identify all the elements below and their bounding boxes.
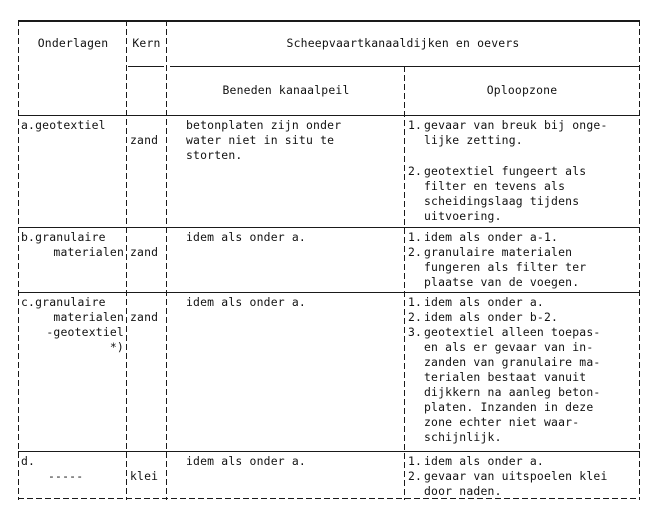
row-a-label: a.geotextiel	[21, 118, 106, 132]
row-c-oploop-3-num: 3.	[408, 325, 423, 339]
rule-kern-top-mark	[128, 66, 164, 67]
row-c-label-1: c.granulaire	[21, 295, 106, 309]
row-c-label-4: *)	[109, 340, 124, 354]
rule-header-bottom	[18, 115, 640, 116]
rule-col1	[126, 20, 127, 500]
row-c-oploop-1-num: 1.	[408, 295, 423, 309]
row-d-label-2: -----	[48, 469, 84, 483]
row-a-kern: zand	[130, 133, 159, 147]
row-d-oploop-2-l2: door naden.	[424, 484, 502, 498]
row-d-oploop-1-num: 1.	[408, 454, 423, 468]
header-span-title: Scheepvaartkanaaldijken en oevers	[286, 36, 520, 50]
header-kern: Kern	[132, 36, 161, 50]
row-a-beneden-3: storten.	[186, 148, 243, 162]
row-c-oploop-3-l7: zone echter niet waar-	[424, 415, 580, 429]
rule-row-b	[18, 292, 640, 293]
row-a-oploop-2-l2: filter en tevens als	[424, 179, 566, 193]
row-c-label-2: materialen	[53, 310, 124, 324]
row-c-oploop-3-l2: en als er gevaar van in-	[424, 340, 594, 354]
rule-top	[18, 20, 640, 22]
row-b-label-1: b.granulaire	[21, 230, 106, 244]
row-b-oploop-1-num: 1.	[408, 230, 423, 244]
row-c-oploop-3-l1: geotextiel alleen toepas-	[424, 325, 601, 339]
row-d-oploop-2-num: 2.	[408, 469, 423, 483]
rule-row-a	[18, 227, 640, 228]
row-b-oploop-2-l3: plaatse van de voegen.	[424, 275, 580, 289]
rule-row-c	[18, 451, 640, 452]
rule-col3	[404, 66, 405, 500]
row-c-oploop-3-l3: zanden van granulaire ma-	[424, 355, 601, 369]
row-d-label-1: d.	[21, 454, 36, 468]
header-onderlagen: Onderlagen	[37, 36, 109, 50]
row-c-oploop-2-l1: idem als onder b-2.	[424, 310, 559, 324]
row-b-beneden-1: idem als onder a.	[186, 230, 306, 244]
rule-col2	[166, 20, 167, 500]
row-b-oploop-1-l1: idem als onder a-1.	[424, 230, 559, 244]
row-d-beneden-1: idem als onder a.	[186, 454, 306, 468]
row-b-kern: zand	[130, 245, 159, 259]
row-c-oploop-3-l4: terialen bestaat vanuit	[424, 370, 587, 384]
header-oploopzone: Oploopzone	[486, 83, 558, 97]
row-c-label-3: -geotextiel	[46, 325, 124, 339]
row-b-oploop-2-l1: granulaire materialen	[424, 245, 573, 259]
row-c-oploop-1-l1: idem als onder a.	[424, 295, 544, 309]
row-d-oploop-1-l1: idem als onder a.	[424, 454, 544, 468]
row-c-oploop-3-l5: dijkkern na aanleg beton-	[424, 385, 601, 399]
header-beneden: Beneden kanaalpeil	[222, 83, 350, 97]
row-a-oploop-2-l3: scheidingslaag tijdens	[424, 194, 580, 208]
rule-header-sub	[170, 66, 640, 67]
row-c-oploop-2-num: 2.	[408, 310, 423, 324]
row-a-beneden-1: betonplaten zijn onder	[186, 118, 342, 132]
row-c-kern: zand	[130, 310, 159, 324]
row-a-beneden-2: water niet in situ te	[186, 133, 335, 147]
row-a-oploop-2-l4: uitvoering.	[424, 209, 502, 223]
rule-right	[639, 20, 640, 500]
row-b-label-2: materialen	[53, 245, 124, 259]
row-a-oploop-1-l1: gevaar van breuk bij onge-	[424, 118, 608, 132]
row-c-beneden-1: idem als onder a.	[186, 295, 306, 309]
row-a-oploop-1-l2: lijke zetting.	[424, 133, 523, 147]
row-d-oploop-2-l1: gevaar van uitspoelen klei	[424, 469, 608, 483]
row-a-oploop-2-l1: geotextiel fungeert als	[424, 164, 587, 178]
row-c-oploop-3-l6: platen. Inzanden in deze	[424, 400, 594, 414]
row-d-kern: klei	[130, 469, 159, 483]
rule-bottom	[18, 498, 640, 499]
row-b-oploop-2-l2: fungeren als filter ter	[424, 260, 587, 274]
row-a-oploop-1-num: 1.	[408, 118, 423, 132]
row-b-oploop-2-num: 2.	[408, 245, 423, 259]
rule-left	[18, 20, 19, 500]
row-a-oploop-2-num: 2.	[408, 164, 423, 178]
row-c-oploop-3-l8: schijnlijk.	[424, 430, 502, 444]
